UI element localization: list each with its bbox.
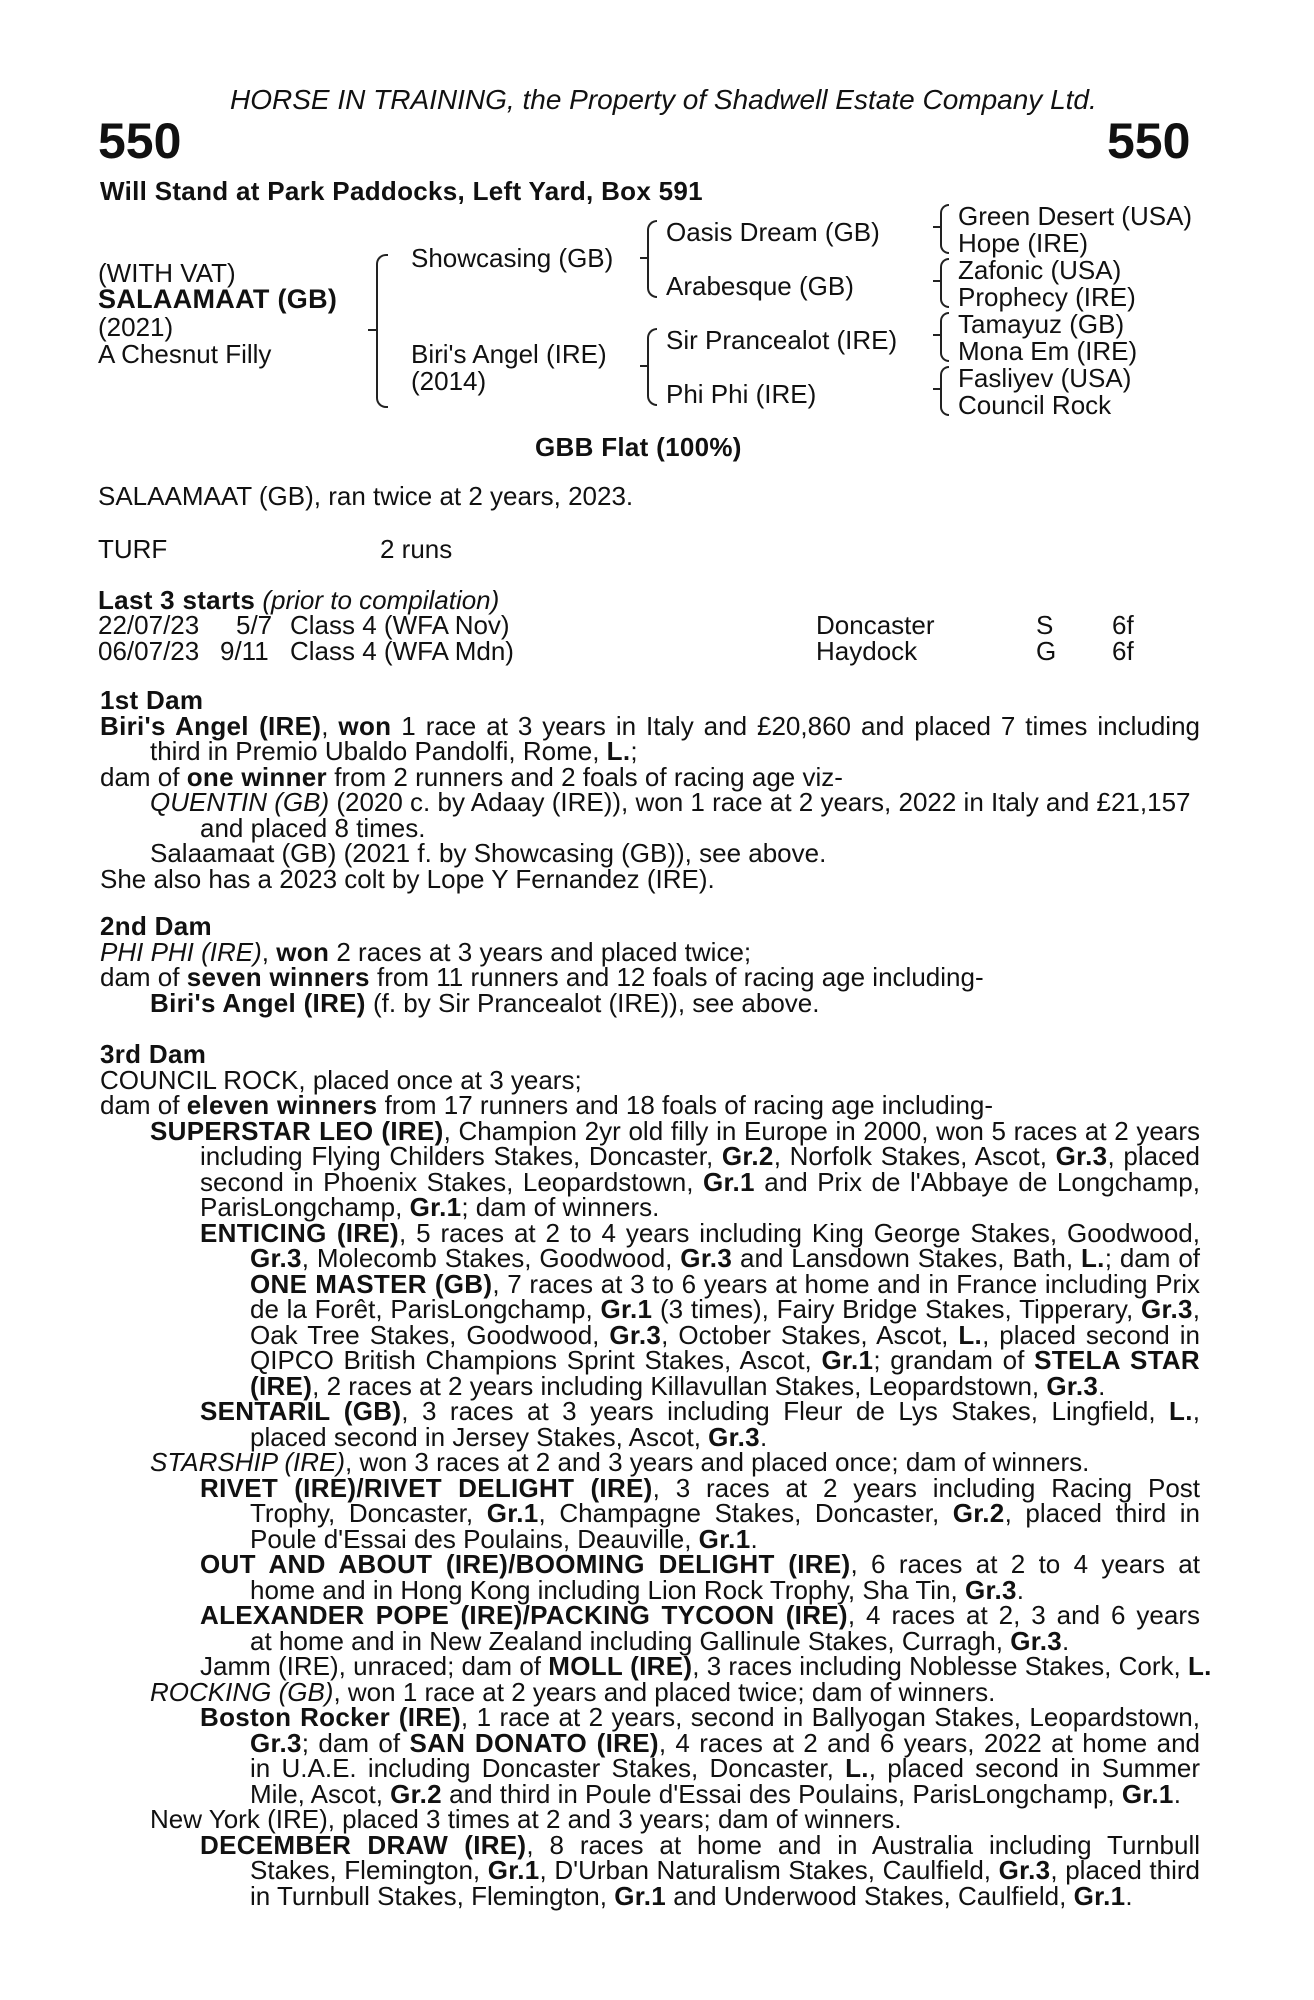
pedigree-gg-5: Tamayuz (GB) xyxy=(958,309,1125,339)
second-dam-section: 2nd Dam PHI PHI (IRE), won 2 races at 3 years and placed twice; dam of seven winners from 11 runners and 12 foals of racing age including- Biri's Angel (IRE) (f. by Sir Prancealot (IRE)), see above. xyxy=(100,914,1200,1016)
vat-note: (WITH VAT) xyxy=(98,258,236,288)
pedigree-gg-1: Green Desert (USA) xyxy=(958,201,1193,231)
race-summary: SALAAMAAT (GB), ran twice at 2 years, 2023. xyxy=(98,481,634,511)
pedigree-dam-year: (2014) xyxy=(411,366,487,396)
last-starts-heading: Last 3 starts (prior to compilation) xyxy=(98,585,500,615)
pedigree-brace-dam xyxy=(647,328,657,406)
turf-label: TURF xyxy=(98,534,168,564)
page-header-title: HORSE IN TRAINING, the Property of Shadwell Estate Company Ltd. xyxy=(230,84,1097,115)
pedigree-brace-parents xyxy=(376,254,388,408)
section-heading: 2nd Dam xyxy=(100,911,212,941)
pedigree-sire-sire: Oasis Dream (GB) xyxy=(666,217,880,247)
pedigree-gg-7: Fasliyev (USA) xyxy=(958,363,1132,393)
third-dam-section: 3rd Dam COUNCIL ROCK, placed once at 3 years; dam of eleven winners from 17 runners and 18 foals of racing age including- SUPERSTAR LEO (IRE), Champion 2yr old filly in Europe in 2000, won 5 races at 2 years including Flying Childers Stakes, Doncaster, Gr.2, Norfolk Stakes, Ascot, Gr.3, placed second in Phoenix Stakes, Leopardstown, Gr.1 and Prix de l'Abbaye de Longchamp, ParisLongchamp, Gr.1; dam of winners. ENTICING (IRE), 5 races at 2 to 4 years including King George Stakes, Goodwood, Gr.3, Molecomb Stakes, Goodwood, Gr.3 and Lansdown Stakes, Bath, L.; dam of ONE MASTER (GB), 7 races at 3 to 6 years at home and in France including Prix de la Forêt, ParisLongchamp, Gr.1 (3 times), Fairy Bridge Stakes, Tipperary, Gr.3, Oak Tree Stakes, Goodwood, Gr.3, October Stakes, Ascot, L., placed second in QIPCO British Champions Sprint Stakes, Ascot, Gr.1; grandam of STELA STAR (IRE), 2 races at 2 years including Killavullan Stakes, Leopardstown, Gr.3. SENTARIL (GB), 3 races at 3 years including Fleur de Lys Stakes, Lingfield, L., placed second in Jersey Stakes, Ascot, Gr.3. STARSHIP (IRE), won 3 races at 2 and 3 years and placed once; dam of winners. RIVET (IRE)/RIVET DELIGHT (IRE), 3 races at 2 years including Racing Post Trophy, Doncaster, Gr.1, Champagne Stakes, Doncaster, Gr.2, placed third in Poule d'Essai des Poulains, Deauville, Gr.1. OUT AND ABOUT (IRE)/BOOMING DELIGHT (IRE), 6 races at 2 to 4 years at home and in Hong Kong including Lion Rock Trophy, Sha Tin, Gr.3. ALEXANDER POPE (IRE)/PACKING TYCOON (IRE), 4 races at 2, 3 and 6 years at home and in New Zealand including Gallinule Stakes, Curragh, Gr.3. Jamm (IRE), unraced; dam of MOLL (IRE), 3 races including Noblesse Stakes, Cork, L. ROCKING (GB), won 1 race at 2 years and placed twice; dam of winners. Boston Rocker (IRE), 1 race at 2 years, second in Ballyogan Stakes, Leopardstown, Gr.3; dam of SAN DONATO (IRE), 4 races at 2 and 6 years, 2022 at home and in U.A.E. including Doncaster Stakes, Doncaster, L., placed second in Summer Mile, Ascot, Gr.2 and third in Poule d'Essai des Poulains, ParisLongchamp, Gr.1. New York (IRE), placed 3 times at 2 and 3 years; dam of winners. DECEMBER DRAW (IRE), 8 races at home and in Australia including Turnbull Stakes, Flemington, Gr.1, D'Urban Naturalism Stakes, Caulfield, Gr.3, placed third in Turnbull Stakes, Flemington, Gr.1 and Underwood Stakes, Caulfield, Gr.1. xyxy=(100,1039,1212,1911)
pedigree-gg-2: Hope (IRE) xyxy=(958,228,1089,258)
pedigree-gg-4: Prophecy (IRE) xyxy=(958,282,1136,312)
lot-number-right: 550 xyxy=(1107,113,1191,169)
pedigree-gg-8: Council Rock xyxy=(958,390,1112,420)
pedigree-gg-6: Mona Em (IRE) xyxy=(958,336,1138,366)
horse-description: A Chesnut Filly xyxy=(98,339,272,369)
stand-location: Will Stand at Park Paddocks, Left Yard, Box 591 xyxy=(100,176,703,206)
lot-number-left: 550 xyxy=(98,113,182,169)
pedigree-sire-dam: Arabesque (GB) xyxy=(666,271,854,301)
pedigree-sire: Showcasing (GB) xyxy=(411,243,614,273)
pedigree-dam-dam: Phi Phi (IRE) xyxy=(666,379,817,409)
pedigree-brace-sire xyxy=(647,220,657,298)
pedigree-gg-3: Zafonic (USA) xyxy=(958,255,1122,285)
pedigree-dam-sire: Sir Prancealot (IRE) xyxy=(666,325,898,355)
horse-name: SALAAMAAT (GB) xyxy=(98,284,338,314)
section-heading: 1st Dam xyxy=(100,685,204,715)
gbb-rating: GBB Flat (100%) xyxy=(535,432,742,462)
turf-runs: 2 runs xyxy=(380,534,453,564)
pedigree-dam: Biri's Angel (IRE) xyxy=(411,339,607,369)
first-dam-section: 1st Dam Biri's Angel (IRE), won 1 race at 3 years in Italy and £20,860 and placed 7 times including third in Premio Ubaldo Pandolfi, Rome, L.; dam of one winner from 2 runners and 2 foals of racing age viz- QUENTIN (GB) (2020 c. by Adaay (IRE)), won 1 race at 2 years, 2022 in Italy and £21,157 and placed 8 times. Salaamaat (GB) (2021 f. by Showcasing (GB)), see above. She also has a 2023 colt by Lope Y Fernandez (IRE). xyxy=(100,685,1200,894)
horse-year: (2021) xyxy=(98,312,174,342)
section-heading: 3rd Dam xyxy=(100,1039,207,1069)
